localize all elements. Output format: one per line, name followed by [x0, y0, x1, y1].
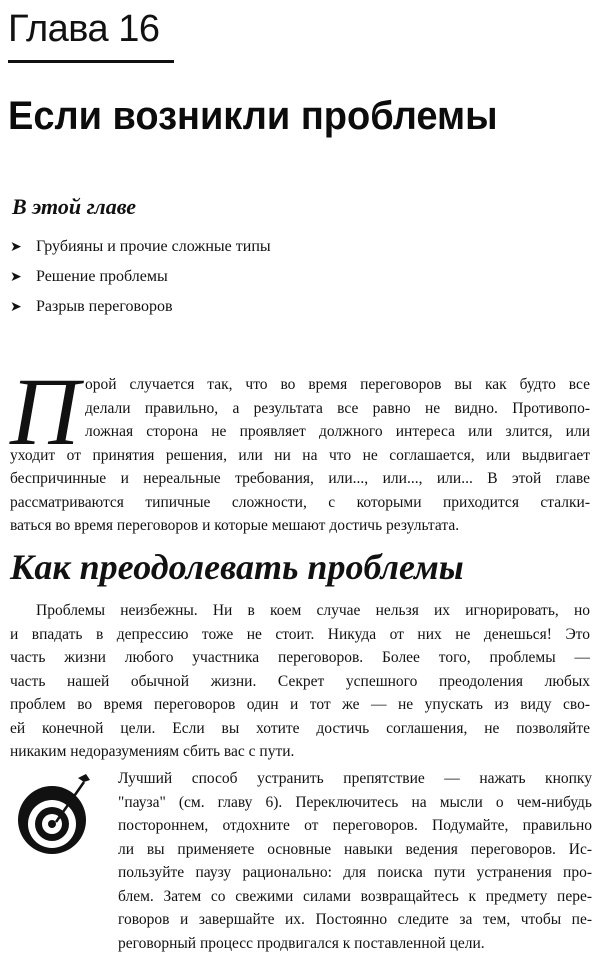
chapter-title: Если возникли проблемы	[8, 88, 498, 144]
tip-line: говоров и завершайте их. Постоянно следите за тем, чтобы пе-	[118, 908, 592, 932]
tip-icon-label: СОВЕТ	[25, 776, 70, 796]
arrow-bullet-icon: ➤	[10, 269, 36, 285]
chapter-underline	[8, 60, 174, 63]
paragraph-line: орой случается так, что во время переговоров вы как будто все	[10, 373, 590, 397]
tip-line: "пауза" (см. главу 6). Переключитесь на мысли о чем-нибудь	[118, 791, 592, 815]
toc-heading: В этой главе	[12, 193, 136, 221]
chapter-label: Глава 16	[8, 6, 159, 52]
paragraph-line: рассматриваются типичные сложности, с которыми приходится сталки-	[10, 491, 590, 515]
paragraph-line: ваться во время переговоров и которые мешают достичь результата.	[10, 514, 590, 538]
paragraph-line: и впадать в депрессию тоже не стоит. Никуда от них не денешься! Это	[10, 623, 590, 647]
paragraph-line: часть нашей обычной жизни. Секрет успешного преодоления любых	[10, 670, 590, 694]
paragraph-line: ложная сторона не проявляет должного интереса или злится, или	[10, 420, 590, 444]
section-heading: Как преодолевать проблемы	[10, 542, 464, 592]
tip-text	[118, 767, 592, 955]
paragraph-line: уходит от принятия решения, или ни на что не соглашается, или выдвигает	[10, 444, 590, 468]
paragraph-line: ей конечной цели. Если вы хотите достичь соглашения, не позволяйте	[10, 717, 590, 741]
toc-item-label: Разрыв переговоров	[36, 298, 173, 316]
paragraph-line: проблем во время переговоров один и тот же — не упускать из виду сво-	[10, 693, 590, 717]
toc-item	[10, 232, 271, 262]
tip-line: ли вы применяете основные навыки ведения переговоров. Ис-	[118, 838, 592, 862]
toc-item	[10, 292, 271, 322]
arrow-bullet-icon: ➤	[10, 299, 36, 315]
toc-item-label: Грубияны и прочие сложные типы	[36, 238, 271, 256]
intro-paragraph	[10, 373, 590, 538]
tip-line: блем. Затем со свежими силами возвращайтесь к предмету пере-	[118, 885, 592, 909]
paragraph-line: Проблемы неизбежны. Ни в коем случае нельзя их игнорировать, но	[10, 599, 590, 623]
paragraph-line: никаким недоразумениям сбить вас с пути.	[10, 740, 590, 764]
tip-line: пользуйте паузу рационально: для поиска пути устранения про-	[118, 861, 592, 885]
tip-line: Лучший способ устранить препятствие — нажать кнопку	[118, 767, 592, 791]
arrow-bullet-icon: ➤	[10, 239, 36, 255]
target-icon	[12, 768, 92, 858]
toc-item-label: Решение проблемы	[36, 268, 168, 286]
paragraph-line: часть жизни любого участника переговоров. Более того, проблемы —	[10, 646, 590, 670]
tip-line: реговорный процесс продвигался к поставленной цели.	[118, 932, 592, 955]
drop-cap: П	[10, 372, 79, 452]
paragraph-line: беспричинные и нереальные требования, или..., или..., или... В этой главе	[10, 467, 590, 491]
section-paragraph	[10, 599, 590, 764]
toc-list	[10, 232, 271, 322]
toc-item	[10, 262, 271, 292]
tip-line: постороннем, отдохните от переговоров. Подумайте, правильно	[118, 814, 592, 838]
paragraph-line: делали правильно, а результата все равно не видно. Противопо-	[10, 397, 590, 421]
